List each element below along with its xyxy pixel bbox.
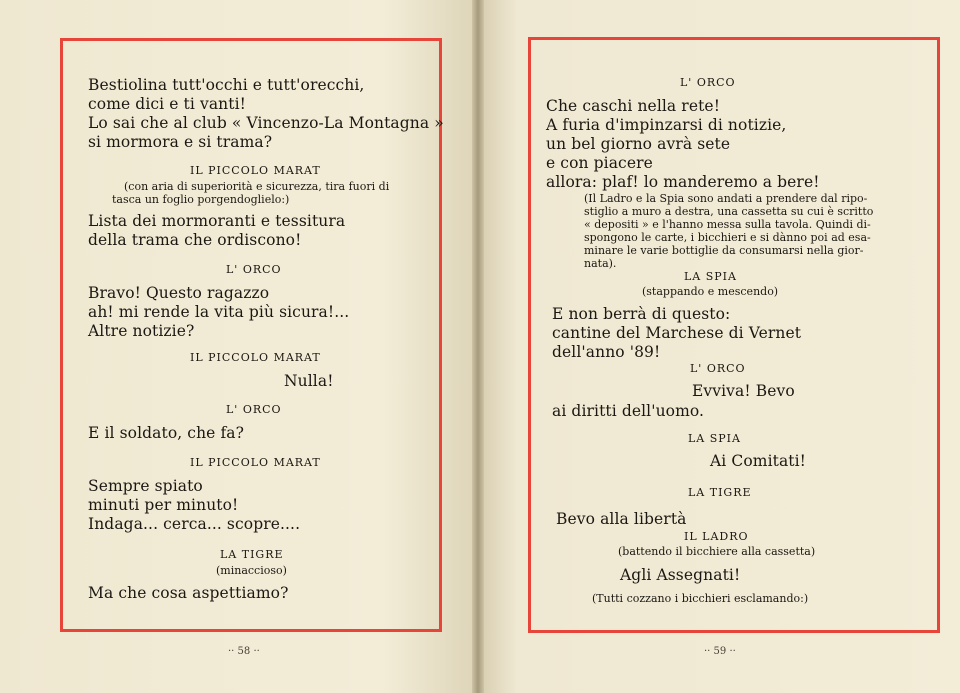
- verse-line: della trama che ordiscono!: [88, 231, 302, 249]
- speaker-name: L' ORCO: [690, 362, 746, 375]
- verse-line: Sempre spiato: [88, 477, 203, 495]
- verse-line: Evviva! Bevo: [692, 382, 795, 400]
- left-page: [0, 0, 478, 693]
- speaker-name: LA SPIA: [688, 432, 741, 445]
- verse-line: allora: plaf! lo manderemo a bere!: [546, 173, 820, 191]
- verse-line: ai diritti dell'uomo.: [552, 402, 705, 420]
- stage-direction: (con aria di superiorità e sicurezza, tira fuori di: [124, 180, 390, 193]
- page-number: ·· 59 ··: [704, 646, 736, 657]
- stage-direction: tasca un foglio porgendoglielo:): [112, 193, 290, 206]
- verse-line: Agli Assegnati!: [620, 566, 741, 584]
- verse-line: e con piacere: [546, 154, 653, 172]
- speaker-name: L' ORCO: [680, 76, 736, 89]
- verse-line: Bevo alla libertà: [556, 510, 687, 528]
- verse-line: E il soldato, che fa?: [88, 424, 245, 442]
- verse-line: A furia d'impinzarsi di notizie,: [546, 116, 787, 134]
- stage-direction: spongono le carte, i bicchieri e si dànno poi ad esa-: [584, 231, 871, 244]
- stage-direction: (Tutti cozzano i bicchieri esclamando:): [592, 592, 809, 605]
- verse-line: Ma che cosa aspettiamo?: [88, 584, 289, 602]
- stage-direction: (stappando e mescendo): [642, 285, 779, 298]
- stage-direction: « depositi » e l'hanno messa sulla tavola. Quindi di-: [584, 218, 871, 231]
- stage-direction: (Il Ladro e la Spia sono andati a prendere dal ripo-: [584, 192, 868, 205]
- verse-line: E non berrà di questo:: [552, 305, 731, 323]
- verse-line: Nulla!: [284, 372, 334, 390]
- stage-direction: nata).: [584, 257, 617, 270]
- stage-direction: stiglio a muro a destra, una cassetta su cui è scritto: [584, 205, 874, 218]
- speaker-name: IL LADRO: [684, 530, 749, 543]
- verse-line: dell'anno '89!: [552, 343, 661, 361]
- verse-line: minuti per minuto!: [88, 496, 239, 514]
- stage-direction: minare le varie bottiglie da consumarsi nella gior-: [584, 244, 864, 257]
- verse-line: Ai Comitati!: [710, 452, 807, 470]
- verse-line: Bravo! Questo ragazzo: [88, 284, 270, 302]
- verse-line: Indaga... cerca... scopre....: [88, 515, 301, 533]
- speaker-name: IL PICCOLO MARAT: [190, 456, 321, 469]
- speaker-name: IL PICCOLO MARAT: [190, 351, 321, 364]
- verse-line: un bel giorno avrà sete: [546, 135, 731, 153]
- verse-line: ah! mi rende la vita più sicura!...: [88, 303, 350, 321]
- right-page: [478, 0, 960, 693]
- verse-line: come dici e ti vanti!: [88, 95, 246, 113]
- speaker-name: L' ORCO: [226, 263, 282, 276]
- verse-line: Altre notizie?: [88, 322, 195, 340]
- verse-line: si mormora e si trama?: [88, 133, 273, 151]
- speaker-name: L' ORCO: [226, 403, 282, 416]
- speaker-name: LA TIGRE: [220, 548, 284, 561]
- verse-line: Bestiolina tutt'occhi e tutt'orecchi,: [88, 76, 365, 94]
- speaker-name: LA SPIA: [684, 270, 737, 283]
- stage-direction: (minaccioso): [216, 564, 287, 577]
- verse-line: Lista dei mormoranti e tessitura: [88, 212, 346, 230]
- page-number: ·· 58 ··: [228, 646, 260, 657]
- stage-direction: (battendo il bicchiere alla cassetta): [618, 545, 816, 558]
- verse-line: cantine del Marchese di Vernet: [552, 324, 802, 342]
- book-gutter: [472, 0, 484, 693]
- verse-line: Lo sai che al club « Vincenzo-La Montagna »: [88, 114, 444, 132]
- speaker-name: IL PICCOLO MARAT: [190, 164, 321, 177]
- speaker-name: LA TIGRE: [688, 486, 752, 499]
- verse-line: Che caschi nella rete!: [546, 97, 721, 115]
